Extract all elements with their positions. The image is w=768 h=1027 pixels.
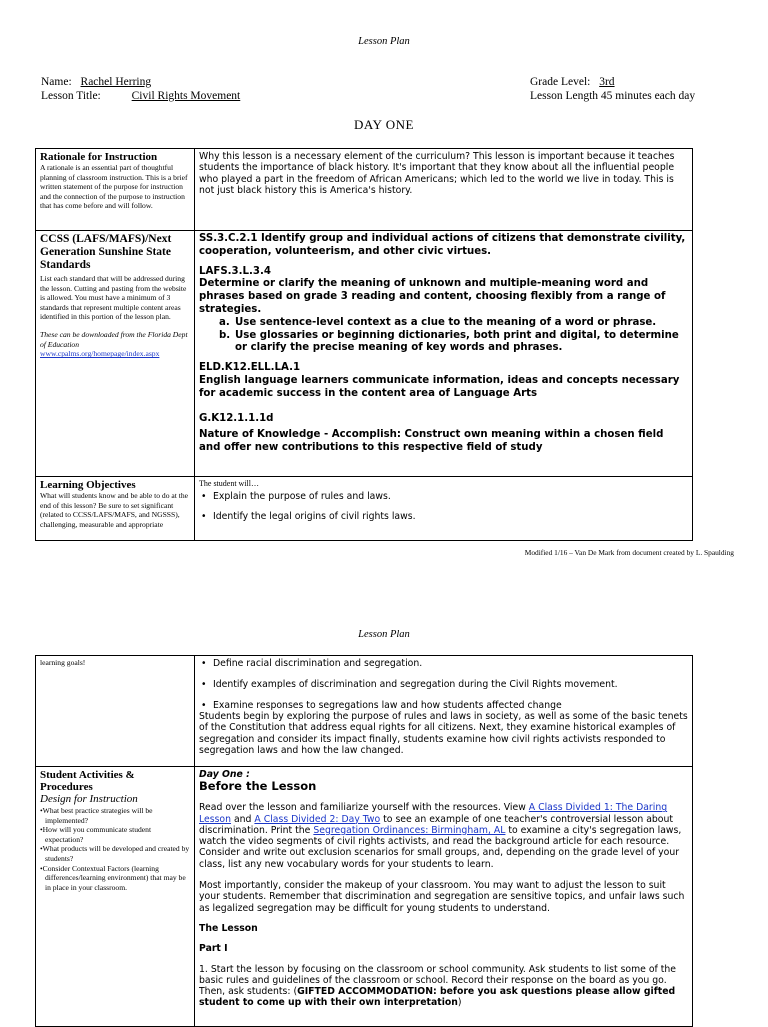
rationale-text: Why this lesson is a necessary element of the curriculum? This lesson is important because it teaches students the importance of black history. It's important that they know about all the influential people who played a part in the freedom of African Americans; which led to the world we live in today. This is not just black history this is America's history.: [199, 151, 675, 196]
objectives-continued-row: [36, 656, 693, 767]
lesson-title-line: [41, 89, 512, 103]
activities-guide-2: •How will you communicate student expectation?: [40, 825, 152, 844]
lesson-summary: Students begin by exploring the purpose of rules and laws in society, as well as some of the basic tenets of the Constitution that address equal rights for all citizens. Next, they examine historical examples of segregation and consider its impact finally, students examine how civil rights activists responded to segregation laws and how the law changed.: [199, 711, 688, 756]
segregation-ordinances-link[interactable]: Segregation Ordinances: Birmingham, AL: [313, 824, 506, 836]
activities-guide-3: •What products will be developed and created by students?: [40, 844, 190, 863]
objective-item-3: • Define racial discrimination and segregation.: [199, 658, 688, 669]
standard-eld-code: ELD.K12.ELL.LA.1: [199, 362, 301, 374]
lesson-title-value: Civil Rights Movement: [131, 90, 241, 102]
activities-subheading: Design for Instruction: [40, 793, 138, 805]
class-divided-1-link[interactable]: A Class Divided 1: The Daring Lesson: [199, 802, 668, 825]
part-one-step-1: 1. Start the lesson by focusing on the classroom or school community. Ask students to list some of the basic rules and guidelines of the classroom or school. Record their response on the board as you go. Then, ask students: (GIFTED ACCOMMODATION: before you ask questions please allow gifted student to come up with their own interpretation): [199, 963, 677, 1009]
objective-item-4: • Identify examples of discrimination and segregation during the Civil Rights movement.: [199, 679, 688, 690]
standard-gifted-text: Nature of Knowledge - Accomplish: Construct own meaning within a chosen field and offer new contributions to this respective field of study: [199, 429, 664, 454]
activities-guide-4: •Consider Contextual Factors (learning differences/learning environment) that may be in place in your classroom.: [40, 863, 186, 892]
objective-item-1: • Explain the purpose of rules and laws.: [199, 491, 688, 502]
the-lesson-heading: The Lesson: [199, 922, 258, 934]
name-label: Name:: [41, 76, 72, 88]
day-title: DAY ONE: [354, 117, 414, 132]
lesson-plan-table-page1: [35, 148, 693, 541]
objectives-continued-label: learning goals!: [40, 658, 86, 667]
footnote: Modified 1/16 – Van De Mark from document created by L. Spaulding: [524, 548, 734, 557]
standards-row: [36, 231, 693, 477]
name-value: Rachel Herring: [80, 76, 152, 88]
rationale-description: A rationale is an essential part of thoughtful planning of classroom instruction. This is a brief written statement of the purpose for instruction and the connection of the purpose to instruction that has come before and will follow.: [40, 163, 188, 211]
objectives-description: What will students know and be able to do at the end of this lesson? Be sure to set significant (related to CCSS/LAFS/MAFS, and NGSSS), challenging, measurable and appropriate: [40, 491, 189, 529]
standards-description: List each standard that will be addressed during the lesson. Cutting and pasting from the website is allowed. You must have a minimum of 3 standards that represent multiple content areas identified in this portion of the lesson plan.: [40, 274, 187, 322]
standard-lafs-code: LAFS.3.L.3.4: [199, 265, 271, 277]
standard-lafs-text: Determine or clarify the meaning of unknown and multiple-meaning word and phrases based on grade 3 reading and content, choosing flexibly from a range of strategies.: [199, 278, 666, 315]
day-label: Day One :: [199, 769, 250, 780]
cpalms-link[interactable]: www.cpalms.org/homepage/index.aspx: [40, 349, 160, 359]
rationale-row: [36, 149, 693, 231]
activities-guide-1: •What best practice strategies will be implemented?: [40, 806, 153, 825]
classroom-makeup-paragraph: Most importantly, consider the makeup of your classroom. You may want to adjust the lesson to suit your students. Remember that discrimination and segregation are sensitive topics, and unfair laws such as legalized segregation may be difficult for young students to understand.: [199, 880, 685, 914]
page1-title: Lesson Plan: [358, 36, 410, 47]
lesson-title-label: Lesson Title:: [41, 90, 101, 102]
standard-lafs-item-b: b. Use glossaries or beginning dictionaries, both print and digital, to determine or clarify the precise meaning of key words and phrases.: [219, 329, 679, 354]
standard-eld-text: English language learners communicate information, ideas and concepts necessary for academic success in the content area of Language Arts: [199, 374, 680, 399]
before-lesson-heading: Before the Lesson: [199, 779, 317, 794]
name-line: [41, 75, 451, 89]
objectives-row: [36, 477, 693, 541]
activities-row: [36, 767, 693, 1027]
objectives-intro: The student will…: [199, 479, 259, 488]
lesson-length: Lesson Length 45 minutes each day: [530, 90, 696, 102]
page2-title: Lesson Plan: [358, 629, 410, 640]
class-divided-2-link[interactable]: A Class Divided 2: Day Two: [254, 813, 381, 825]
standards-note: These can be downloaded from the Florida Dept of Education: [40, 329, 188, 349]
standard-ss: SS.3.C.2.1 Identify group and individual actions of citizens that demonstrate civility, cooperation, volunteerism, and other civic virtues.: [199, 233, 686, 257]
before-lesson-paragraph: Read over the lesson and familiarize yourself with the resources. View A Class Divided 1: The Daring Lesson and A Class Divided 2: Day Two to see an example of one teacher's controversial lesson about discrimination. Print the Segregation Ordinances: Birmingham, AL to examine a city's segregation laws, watch the video segments of civil rights activists, and read the background article for each resource. Consider and write out exclusion scenarios for small groups, and, depending on the grade level of your class, list any new vocabulary words for your students to learn.: [199, 802, 682, 870]
standard-gifted-code: G.K12.1.1.1d: [199, 412, 274, 424]
grade-label: Grade Level:: [530, 76, 591, 88]
grade-value: 3rd: [599, 76, 615, 88]
standards-heading: CCSS (LAFS/MAFS)/Next Generation Sunshine State Standards: [40, 233, 172, 271]
activities-heading: Student Activities & Procedures: [40, 769, 135, 793]
grade-line: [530, 75, 667, 89]
objective-item-2: • Identify the legal origins of civil rights laws.: [199, 511, 688, 522]
part-one-heading: Part I: [199, 943, 228, 955]
objectives-heading: Learning Objectives: [40, 479, 136, 491]
standard-lafs-item-a: a. Use sentence-level context as a clue to the meaning of a word or phrase.: [219, 316, 657, 328]
lesson-plan-table-page2: [35, 655, 693, 1027]
objective-item-5: • Examine responses to segregations law and how students affected change: [199, 700, 688, 711]
rationale-heading: Rationale for Instruction: [40, 151, 158, 163]
